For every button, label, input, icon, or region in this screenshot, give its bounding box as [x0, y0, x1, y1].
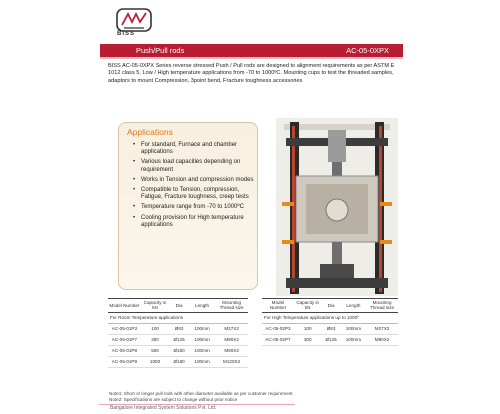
group-label: For Room Temperature applications — [108, 312, 248, 323]
application-item: • For standard, Furnace and chamber applications — [133, 142, 255, 156]
applications-title: Applications — [127, 127, 173, 137]
cell-dia: Ø63 — [169, 323, 189, 334]
cell-thread: M120X2 — [215, 356, 248, 367]
cell-length: 100mm — [189, 356, 215, 367]
application-item: • Various load capacities depending on requirement — [133, 159, 255, 173]
group-label: For High Temperature applications up to 1000º — [262, 312, 398, 323]
notes — [109, 391, 293, 404]
cell-length: 100mm — [189, 345, 215, 356]
cell-model: AC-05-01P3 — [108, 323, 141, 334]
table-row — [108, 345, 248, 356]
cell-thread: M90X2 — [215, 345, 248, 356]
cell-model: AC-05-02P3 — [262, 323, 294, 334]
application-item: • Cooling provision for High temperature applications — [133, 215, 255, 229]
logo-text: BISS — [117, 31, 136, 37]
col-dia: Dia — [175, 302, 183, 308]
cell-thread: M90X2 — [215, 334, 248, 345]
table-row — [108, 356, 248, 367]
product-code: AC-05-0XPX — [346, 46, 389, 55]
table-row — [262, 323, 398, 334]
cell-model: AC-05-01P8 — [108, 345, 141, 356]
table-row — [262, 334, 398, 345]
col-length: Length — [195, 302, 210, 308]
table-group-row — [262, 312, 398, 323]
table-group-row — [108, 312, 248, 323]
col-capacity: Capacity in kN — [296, 300, 320, 311]
cell-model: AC-05-01P9 — [108, 356, 141, 367]
cell-model: AC-05-02P7 — [262, 334, 294, 345]
col-model: Model Number — [269, 300, 287, 311]
table-row — [108, 334, 248, 345]
cell-thread: M27X2 — [366, 323, 398, 334]
application-item: • Temperature range from -70 to 1000ºC — [133, 204, 255, 211]
cell-length: 100mm — [341, 323, 367, 334]
application-item: • Compatible to Tension, compression, Fatigue, Fracture toughness, creep tests — [133, 187, 255, 201]
cell-capacity: 100 — [294, 323, 322, 334]
table-row — [108, 323, 248, 334]
applications-box — [118, 122, 258, 290]
high-temperature-table — [262, 298, 398, 346]
col-length: Length — [346, 302, 361, 308]
cell-length: 100mm — [189, 334, 215, 345]
col-thread: Mounting Thread size — [370, 300, 395, 311]
note-2: Note2: Specifications are subject to change without prior notice — [109, 397, 238, 403]
cell-capacity: 300 — [294, 334, 322, 345]
room-temperature-table — [108, 298, 248, 368]
product-photo — [276, 118, 398, 296]
title-bar — [100, 44, 403, 57]
cell-capacity: 100 — [141, 323, 169, 334]
cell-capacity: 1000 — [141, 356, 169, 367]
cell-dia: Ø150 — [169, 345, 189, 356]
table-header-row — [262, 299, 398, 313]
cell-model: AC-05-01P7 — [108, 334, 141, 345]
table-header-row — [108, 299, 248, 313]
title-accent-line — [100, 57, 403, 59]
cell-thread: M90X2 — [366, 334, 398, 345]
col-dia: Dia — [327, 302, 335, 308]
datasheet-page — [100, 0, 403, 414]
cell-capacity: 500 — [141, 345, 169, 356]
cell-thread: M27X2 — [215, 323, 248, 334]
cell-capacity: 300 — [141, 334, 169, 345]
col-thread: Mounting Thread size — [219, 300, 244, 311]
intro-paragraph: BISS AC-05-0XPX Series reverse stressed Push / Pull rods are designed to alignment requirements as per ASTM E 1012 class 5. Low / High temperature applications from -70 to 1000ºC. Mounting cups to test the threaded samples, adaptors to mount Compression, 3point bend, Fracture toughness accessories — [108, 63, 395, 84]
application-item: • Works in Tension and compression modes — [133, 177, 255, 184]
cell-length: 100mm — [189, 323, 215, 334]
product-title: Push/Pull rods — [136, 46, 185, 55]
footer-company: Bangalore Integrated System Solutions Pvt. Ltd. — [110, 405, 217, 411]
col-model: Model Number — [109, 302, 140, 308]
cell-dia: Ø125 — [322, 334, 341, 345]
cell-dia: Ø180 — [169, 356, 189, 367]
col-capacity: Capacity in kN — [143, 300, 167, 311]
cell-length: 100mm — [341, 334, 367, 345]
applications-list — [133, 142, 255, 232]
cell-dia: Ø63 — [322, 323, 341, 334]
cell-dia: Ø125 — [169, 334, 189, 345]
note-1: Note1: Short or longer pull rods with other diameter available as per customer requirement — [109, 391, 293, 396]
